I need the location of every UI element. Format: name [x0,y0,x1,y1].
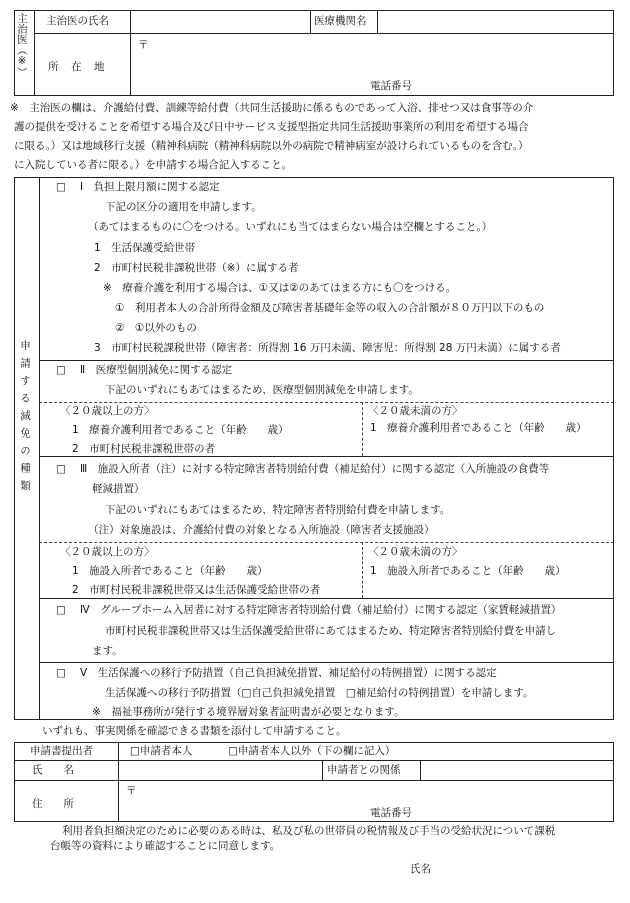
doctor-note-line: に入院している者に限る。）を申請する場合記入すること。 [14,159,293,171]
applicant-address-field[interactable] [140,783,600,807]
s1-option-3: 3 市町村民税課税世帯（障害者：所得割 16 万円未満、障害児：所得割 28 万円未満）に属する者 [94,342,561,354]
submitter-self-option[interactable]: □申請者本人 [130,745,193,757]
signature-field[interactable] [440,860,610,878]
s3-note: （注）対象施設は、介護給付費の対象となる入所施設（障害者支援施設） [88,524,435,536]
s4-sub-cont: ます。 [92,645,123,657]
s5-checkbox[interactable]: □ [56,667,66,679]
s1-option-2b: ② ①以外のもの [115,322,197,334]
s5-heading: Ⅴ 生活保護への移行予防措置（自己負担減免措置、補足給付の特例措置）に関する認定 [80,667,497,679]
consent-line: 台帳等の資料により確認することに同意します。 [50,840,281,852]
s3-left-1: 1 施設入所者であること（年齢 歳） [72,565,268,577]
doctor-address-field[interactable] [150,36,600,76]
s1-line: ※ 療養介護を利用する場合は、①又は②のあてはまる方にも〇をつける。 [103,282,457,294]
s2-heading: Ⅱ 医療型個別減免に関する認定 [80,364,233,376]
relation-label: 申請者との関係 [327,764,401,776]
attachment-note: いずれも、事実関係を確認できる書類を添付して申請すること。 [42,725,347,737]
doctor-phone-label: 電話番号 [370,80,412,92]
s1-option-2a: ① 利用者本人の合計所得金額及び障害者基礎年金等の収入の合計額が８０万円以下のもの [115,302,545,314]
submitter-label: 申請書提出者 [30,745,93,757]
institution-label: 医療機関名 [314,15,367,27]
applicant-address-label: 住 所 [32,798,74,810]
s3-left-title: 〈２０歳以上の方〉 [60,546,155,558]
s1-heading: Ⅰ 負担上限月額に関する認定 [80,181,220,193]
s4-checkbox[interactable]: □ [56,604,66,616]
s1-line: 下記の区分の適用を申請します。 [105,201,262,213]
s2-right-1: 1 療養介護利用者であること（年齢 歳） [370,422,587,434]
s2-right-title: 〈２０歳未満の方〉 [368,405,463,417]
s3-sub: 下記のいずれにもあてはまるため、特定障害者特別給付費を申請します。 [105,504,451,516]
s2-left-title: 〈２０歳以上の方〉 [60,405,155,417]
s1-option-2: 2 市町村民税非課税世帯（※）に属する者 [94,262,299,274]
s4-heading: Ⅳ グループホーム入居者に対する特定障害者特別給付費（補足給付）に関する認定（家賃軽減措置） [80,604,562,616]
doctor-side-label: 主治医（※） [16,13,28,78]
applicant-postal-mark: 〒 [126,785,137,797]
s5-sub: 生活保護への移行予防措置（□自己負担減免措置 □補足給付の特例措置）を申請します。 [105,687,534,699]
s3-heading-cont: 軽減措置） [92,483,145,495]
s1-checkbox[interactable]: □ [56,181,66,193]
doctor-note-line: に限る。）又は地域移行支援（精神科病院（精神科病院以外の病院で精神病室が設けられているものを含む。） [14,140,529,152]
s3-checkbox[interactable]: □ [56,463,66,475]
s3-left-2: 2 市町村民税非課税世帯又は生活保護受給世帯の者 [72,584,321,596]
s3-right-1: 1 施設入所者であること（年齢 歳） [370,565,566,577]
institution-field[interactable] [380,12,610,31]
doctor-postal-mark: 〒 [138,39,149,51]
consent-text [26,824,616,854]
signature-label: 氏名 [410,863,431,875]
relation-field[interactable] [424,762,610,778]
s3-heading: Ⅲ 施設入所者（注）に対する特定障害者特別給付費（補足給付）に関する認定（入所施設の食費等 [80,463,550,475]
doctor-note-line: 護の提供を受けることを希望する場合及び日中サービス支援型指定共同生活援助事業所の利用を希望する場合 [14,121,529,133]
applicant-name-field[interactable] [122,762,318,778]
doctor-note [10,99,620,175]
doctor-name-label: 主治医の氏名 [46,15,109,27]
reduction-section-label: 申請する減免の種類 [19,340,31,498]
s2-left-1: 1 療養介護利用者であること（年齢 歳） [72,424,289,436]
s1-option-1: 1 生活保護受給世帯 [94,242,196,254]
doctor-name-field[interactable] [132,12,308,31]
s2-checkbox[interactable]: □ [56,364,66,376]
consent-line: 利用者負担額決定のために必要のある時は、私及び私の世帯員の税情報及び手当の受給状況について課税 [62,825,556,837]
doctor-address-label: 所 在 地 [48,61,106,73]
applicant-phone-label: 電話番号 [370,807,412,819]
s2-sub: 下記のいずれにもあてはまるため、医療型個別減免を申請します。 [105,384,419,396]
s4-sub: 市町村民税非課税世帯又は生活保護受給世帯にあてはまるため、特定障害者特別給付費を申請し [105,625,557,637]
doctor-note-line: ※ 主治医の欄は、介護給付費、訓練等給付費（共同生活援助に係るものであって入浴、排せつ又は食事等の介 [10,102,534,114]
s1-line: （あてはまるものに〇をつける。いずれにも当てはまらない場合は空欄とすること。） [88,221,493,233]
submitter-other-option[interactable]: □申請者本人以外（下の欄に記入） [228,745,396,757]
s2-left-2: 2 市町村民税非課税世帯の者 [72,443,216,455]
s5-note: ※ 福祉事務所が発行する境界層対象者証明書が必要となります。 [92,706,405,718]
s3-right-title: 〈２０歳未満の方〉 [368,546,463,558]
applicant-name-label: 氏 名 [32,764,74,776]
